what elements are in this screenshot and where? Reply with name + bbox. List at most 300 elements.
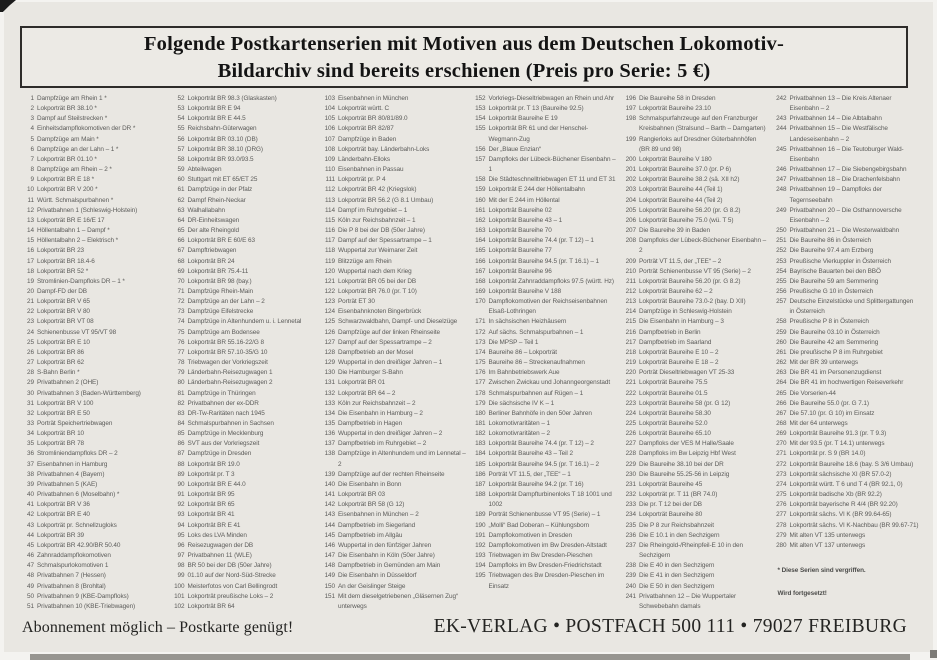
list-item-title: Dampf auf Steilstrecken *: [37, 115, 108, 123]
list-item-number: 238: [625, 562, 636, 570]
list-item-number: 103: [324, 95, 335, 102]
list-item-number: 154: [475, 115, 486, 123]
list-item: [173, 328, 324, 338]
list-item-title: Privatbahnen 9 (KBE-Dampfloks): [37, 592, 129, 600]
list-item: [624, 216, 775, 226]
list-item-number: 173: [475, 338, 486, 346]
list-item: [323, 399, 474, 409]
list-item: [775, 378, 926, 388]
list-item-title: Lokporträt Baureihe 43 – 1: [488, 216, 563, 224]
list-item-title: Privatbahnen 18 – Die Drachenfelsbahn: [789, 176, 900, 184]
list-item-number: 237: [625, 541, 636, 549]
list-item-title: Lokporträt Baureihe 74.4 (pr. T 12) – 2: [488, 440, 594, 448]
list-item-title: Die Rheingold-/Rheinpfeil-E 10 in den Sechzigern: [639, 541, 743, 560]
list-item-title: Lokporträt BR 38.10 (DRG): [187, 145, 263, 153]
list-item: [474, 338, 625, 348]
list-item-title: Mit der 64 unterwegs: [789, 420, 848, 427]
list-item-title: Abteilwagen: [187, 166, 222, 174]
list-item-number: 234: [625, 511, 636, 519]
list-item-title: Die Baureihe 86 in Österreich: [789, 237, 872, 245]
list-item-number: 225: [625, 420, 636, 427]
list-item: [22, 500, 173, 510]
list-item-title: 01.10 auf der Nord-Süd-Strecke: [187, 572, 276, 580]
list-item-number: 98: [177, 562, 185, 570]
list-item-number: 264: [776, 379, 787, 387]
list-item-number: 181: [475, 420, 486, 427]
list-item-title: Lokporträt Baureihe 80: [639, 511, 703, 519]
list-item-number: 39: [27, 480, 34, 488]
list-item-number: 81: [177, 389, 185, 397]
list-item-number: 270: [776, 440, 787, 448]
list-item-title: Lokporträt BR 82/87: [338, 125, 394, 133]
list-item: [173, 399, 324, 409]
list-item-title: Dampfbetrieb in Gemünden am Main: [338, 562, 441, 570]
list-item-title: Lokporträt BR 57.10-35/G 10: [187, 348, 268, 356]
list-item-title: Lokporträt Baureihe 96: [488, 267, 552, 275]
list-item: [474, 226, 625, 236]
list-item: [323, 114, 474, 124]
list-item: [474, 236, 625, 246]
list-item-number: 77: [177, 348, 185, 356]
list-item: [323, 348, 474, 358]
list-item: [624, 439, 775, 449]
list-item-title: Lokporträt BR E 60/E 63: [187, 237, 255, 245]
list-item-title: Eisenbahnen in Passau: [338, 166, 404, 174]
list-item: [22, 114, 173, 124]
list-item: [173, 114, 324, 124]
list-item-title: Lokporträt BR V 80: [37, 308, 90, 316]
list-item-title: Porträt VT 11.5, der „TEE“ – 2: [639, 257, 722, 265]
list-item: [474, 541, 625, 551]
list-item-title: Lokporträt BR 98 (bay.): [187, 277, 252, 285]
list-item-number: 201: [625, 166, 636, 174]
list-item: [173, 277, 324, 287]
list-item: [173, 500, 324, 510]
list-item: [173, 541, 324, 551]
list-item: [775, 287, 926, 297]
list-item-title: Preußische Vierkuppler in Österreich: [789, 257, 891, 265]
list-item-number: 143: [324, 511, 335, 519]
list-item-title: Lokporträt pr. T 13 (Baureihe 92.5): [488, 105, 584, 113]
list-item: [775, 541, 926, 551]
list-item-number: 112: [325, 186, 335, 194]
list-item: [474, 510, 625, 520]
list-item-title: Die preußische P 8 im Ruhrgebiet: [789, 348, 883, 356]
list-item-title: Lokporträt Baureihe 23.10: [639, 105, 711, 113]
list-item: [474, 551, 625, 561]
list-item: [173, 317, 324, 327]
list-item-title: Dampfbetrieb im Allgäu: [338, 531, 403, 539]
list-item: [323, 449, 474, 469]
list-item-number: 102: [174, 602, 185, 610]
list-item-number: 196: [625, 95, 636, 102]
list-item-title: Die 57.10 (pr. G 10) im Einsatz: [789, 409, 875, 417]
list-item: [624, 592, 775, 612]
list-item-number: 162: [475, 216, 486, 224]
list-item-number: 45: [27, 541, 34, 549]
list-item-number: 85: [177, 430, 185, 438]
list-item: [775, 358, 926, 368]
list-item-title: Lokporträt BR 18.4-6: [37, 257, 95, 265]
list-item: [22, 541, 173, 551]
list-item: [775, 348, 926, 358]
list-item-title: Privatbahnen der ex-DDR: [187, 399, 259, 407]
list-item-title: Triebwagen des Bw Dresden-Pieschen im Einsatz: [488, 572, 605, 590]
list-item: [775, 297, 926, 317]
list-item-title: Lokporträt Baureihe 58 (pr. G 12): [639, 399, 731, 407]
list-item-title: Dampf Rhein-Neckar: [187, 196, 246, 204]
list-item-title: Lokporträt Baureihe 58.30: [639, 409, 711, 417]
list-item-title: Lokporträt BR E 10: [37, 338, 90, 346]
list-item: [173, 236, 324, 246]
list-item-number: 55: [177, 125, 185, 133]
list-item: [624, 409, 775, 419]
list-item-number: 273: [776, 470, 787, 478]
list-item-title: Dampfzüge am Rhein – 2 *: [37, 166, 112, 174]
list-item-number: 104: [324, 105, 335, 113]
list-item-number: 214: [625, 308, 636, 316]
list-item-title: Mit der E 244 im Höllental: [488, 196, 560, 204]
list-item-number: 148: [324, 562, 335, 570]
list-item-title: Privatbahnen 14 – Die Albtalbahn: [789, 115, 882, 123]
list-item-title: Dampfzüge auf der linken Rheinseite: [338, 328, 440, 336]
list-item-title: Blitzzüge am Rhein: [338, 257, 392, 265]
list-item: [22, 460, 173, 470]
list-item-title: Eisenbahnen in Hamburg: [37, 460, 108, 468]
list-item-number: 111: [325, 176, 335, 184]
list-item-title: Lokporträt preußische Loks – 2: [187, 592, 274, 600]
list-item-title: Die Vorserien-44: [789, 389, 836, 397]
list-item: [173, 338, 324, 348]
list-item-title: Dampflokomotiven in Dresden: [488, 531, 572, 539]
list-item: [22, 124, 173, 134]
list-item-number: 41: [27, 501, 34, 509]
list-item-title: Stuttgart mit ET 65/ET 25: [187, 176, 258, 184]
list-item-number: 200: [625, 155, 636, 163]
list-item: [22, 287, 173, 297]
list-item-title: Lokporträt BR 98.3 (Glaskasten): [187, 95, 277, 102]
list-item-number: 161: [475, 206, 486, 214]
list-item-number: 133: [324, 399, 335, 407]
list-item-title: Lokporträt Baureihe 01.5: [639, 389, 708, 397]
list-item-title: Die Hamburger S-Bahn: [338, 369, 403, 377]
list-item-number: 71: [177, 287, 185, 295]
list-column: [474, 94, 625, 620]
list-item-number: 68: [177, 257, 185, 265]
list-item-number: 125: [324, 318, 335, 326]
list-item-number: 147: [324, 552, 335, 560]
list-item-number: 255: [776, 277, 787, 285]
list-item-title: Dampfbetrieb im Ruhrgebiet – 2: [338, 440, 427, 448]
list-item: [624, 531, 775, 541]
list-item-title: Württ. Schmalspurbahnen *: [37, 196, 114, 204]
list-item-title: Dampfbetrieb an der Mosel: [338, 348, 414, 356]
list-item-number: 247: [776, 176, 787, 184]
list-item-number: 28: [27, 369, 34, 377]
list-item: [323, 155, 474, 165]
list-item-number: 261: [776, 348, 787, 356]
list-item-number: 232: [625, 491, 636, 499]
list-item-title: Lokporträt BR 05 bei der DB: [338, 277, 417, 285]
list-item-number: 257: [776, 298, 787, 306]
list-item-number: 15: [27, 237, 34, 245]
list-item-title: Dampfzüge in Altenhundem und im Lennetal – 2: [338, 450, 466, 468]
list-item-title: Mit der 93.5 (pr. T 14.1) unterwegs: [789, 440, 885, 448]
list-item: [323, 338, 474, 348]
list-item-number: 243: [776, 115, 787, 123]
list-item-title: Lokporträt BR 55.16-22/G 8: [187, 338, 264, 346]
list-item: [173, 409, 324, 419]
list-item-number: 184: [475, 450, 486, 458]
list-item-number: 91: [177, 491, 185, 499]
list-item: [775, 175, 926, 185]
list-item-number: 97: [177, 552, 185, 560]
list-item-number: 182: [475, 430, 486, 438]
list-item: [173, 155, 324, 165]
list-item: [22, 551, 173, 561]
list-item-number: 195: [475, 572, 486, 580]
list-item-number: 84: [177, 420, 185, 427]
list-item-number: 57: [177, 145, 185, 153]
list-item-title: Lokporträt BR VT 08: [37, 318, 94, 326]
list-item-number: 83: [177, 409, 185, 417]
list-item-title: Lokomotivraritäten – 2: [488, 430, 550, 438]
list-item: [775, 409, 926, 419]
list-item-title: Wuppertal in den fünfziger Jahren: [338, 541, 432, 549]
list-item: [323, 307, 474, 317]
list-item-title: Länderbahn-Elloks: [338, 155, 390, 163]
list-item: [474, 348, 625, 358]
list-item: [323, 246, 474, 256]
list-item: [173, 571, 324, 581]
list-item: [624, 175, 775, 185]
list-item: [775, 399, 926, 409]
list-item: [323, 216, 474, 226]
list-item-title: Privatbahnen 21 – Die Westerwaldbahn: [789, 227, 900, 235]
list-item: [173, 368, 324, 378]
list-item: [624, 185, 775, 195]
list-item-number: 260: [776, 338, 787, 346]
list-item: [775, 510, 926, 520]
list-item-number: 140: [324, 480, 335, 488]
list-item-title: Lokporträt BR 80/81/89.0: [338, 115, 408, 123]
list-item-number: 129: [324, 359, 335, 367]
list-item: [624, 358, 775, 368]
list-item-number: 106: [324, 125, 335, 133]
list-item: [775, 490, 926, 500]
list-item: [173, 175, 324, 185]
list-item-title: Lokporträt BR 61 und der Henschel-Wegmann-Zug: [488, 125, 589, 143]
list-item-number: 198: [625, 115, 636, 123]
list-item-title: Lokporträt Baureihe 44 (Teil 1): [639, 186, 723, 194]
list-item-title: Lokporträt BR E 50: [37, 409, 90, 417]
list-item: [173, 165, 324, 175]
footnote: Wird fortgesetzt!: [777, 590, 827, 598]
list-item-title: Der „Blaue Enzian“: [488, 145, 542, 153]
list-item: [474, 124, 625, 144]
list-item-number: 171: [475, 318, 486, 326]
list-item-number: 240: [625, 582, 636, 590]
list-item-number: 233: [625, 501, 636, 509]
list-item: [323, 196, 474, 206]
list-item-number: 53: [177, 105, 185, 113]
list-item: [624, 226, 775, 236]
list-item-number: 266: [776, 399, 787, 407]
list-item-number: 72: [177, 298, 185, 306]
list-item-title: Lokporträt Baureihe E 10 – 2: [639, 348, 719, 356]
footer: [22, 616, 907, 638]
list-item-title: Mit dem dieselgetriebenen „Gläsernen Zug“ unterwegs: [338, 592, 458, 610]
list-item: [323, 480, 474, 490]
list-item: [22, 338, 173, 348]
list-item-number: 29: [27, 379, 34, 387]
list-item: [323, 500, 474, 510]
list-item-title: Lokporträt Baureihe 94.5 (pr. T 16.1) – 2: [488, 460, 600, 468]
list-item-number: 269: [776, 430, 787, 438]
list-item-title: Die Baureihe 97.4 am Erzberg: [789, 247, 874, 255]
list-item-number: 178: [475, 389, 486, 397]
list-item: [173, 358, 324, 368]
list-item-title: Lokporträt sächs. VI K (BR 99.64-65): [789, 511, 892, 519]
list-item: [775, 368, 926, 378]
list-item-number: 241: [625, 592, 636, 600]
list-item: [173, 124, 324, 134]
list-item: [323, 470, 474, 480]
list-item: [323, 582, 474, 592]
list-item-number: 27: [27, 359, 34, 367]
list-column: [624, 94, 775, 620]
list-item-title: Schmalspurfahrzeuge auf den Franzburger Kreisbahnen (Stralsund – Barth – Damgarten): [639, 115, 766, 133]
list-item: [775, 521, 926, 531]
list-item-number: 7: [30, 155, 34, 163]
list-item-number: 194: [475, 562, 486, 570]
list-item: [775, 165, 926, 175]
list-item-title: Lokporträt BR 03.10 (DB): [187, 135, 258, 143]
list-item-number: 3: [30, 115, 34, 123]
list-item-number: 32: [27, 409, 34, 417]
list-item: [173, 592, 324, 602]
list-item-title: Wuppertal nach dem Krieg: [338, 267, 412, 275]
list-item-number: 122: [324, 287, 335, 295]
list-item: [775, 389, 926, 399]
list-item-title: Dampfbetrieb im Siegerland: [338, 521, 416, 529]
list-item-title: Lokporträt Baureihe V 188: [488, 287, 562, 295]
list-item-title: Lokporträt BR 56.2 (G 8.1 Umbau): [338, 196, 434, 204]
list-item-title: Lokporträt BR 03: [338, 491, 386, 499]
list-item-number: 152: [475, 95, 486, 102]
list-item-title: Mit alten VT 137 unterwegs: [789, 541, 866, 549]
list-item-title: Privatbahnen 17 – Die Siebengebirgsbahn: [789, 166, 907, 174]
list-item: [624, 348, 775, 358]
list-item: [22, 216, 173, 226]
list-item-title: Stromlinien-Dampfloks DR – 1 *: [37, 277, 125, 285]
list-item: [624, 460, 775, 470]
list-item-title: Die Städteschnelltriebwagen ET 11 und ET 31: [488, 176, 616, 184]
list-item-number: 137: [324, 440, 335, 448]
list-item-number: 95: [177, 531, 185, 539]
list-item-number: 49: [27, 582, 34, 590]
list-item-number: 114: [325, 206, 335, 214]
list-item-title: Dampfzüge in Schleswig-Holstein: [639, 308, 732, 316]
list-item-number: 70: [177, 277, 185, 285]
list-item: [323, 257, 474, 267]
list-item-number: 245: [776, 145, 787, 153]
list-item-number: 65: [177, 227, 185, 235]
list-item-title: Lokporträt BR E 16/E 17: [37, 216, 105, 224]
list-item-title: Die Eisenbahn in Düsseldorf: [338, 572, 417, 580]
list-item-title: Preußische G 10 in Österreich: [789, 287, 874, 295]
list-item: [173, 94, 324, 104]
list-item-number: 30: [27, 389, 34, 397]
list-item-number: 265: [776, 389, 787, 397]
list-item-number: 236: [625, 531, 636, 539]
list-item-title: Dampfzüge an der Lahn – 2: [187, 298, 265, 306]
list-item: [22, 307, 173, 317]
list-item-title: Privatbahnen 16 – Die Teutoburger Wald-Eisenbahn: [789, 145, 904, 163]
list-item-title: Bayrische Bauarten bei den BBÖ: [789, 267, 881, 275]
list-item: [173, 104, 324, 114]
list-item-number: 167: [475, 267, 486, 275]
list-item: [22, 155, 173, 165]
list-item: [323, 124, 474, 134]
list-item-title: Lokporträt BR 42 (Kriegslok): [338, 186, 417, 194]
list-item-title: Lokporträt BR V 36: [37, 501, 90, 509]
list-item: [624, 470, 775, 480]
list-item-number: 136: [324, 430, 335, 438]
list-item-title: Lokporträt Baureihe E 18 – 2: [639, 359, 719, 367]
list-item-number: 31: [27, 399, 34, 407]
list-item: [775, 429, 926, 439]
list-item-title: Lokporträt BR 42.90/BR 50.40: [37, 541, 121, 549]
list-item-title: Lokporträt BR 86: [37, 348, 85, 356]
list-item: [323, 175, 474, 185]
list-item-number: 113: [325, 196, 335, 204]
list-item-number: 276: [776, 501, 787, 509]
list-item-title: Deutsche Einzelstücke und Splittergattungen in Österreich: [789, 298, 914, 316]
list-item-number: 208: [625, 237, 636, 245]
list-item-title: Auf sächs. Schmalspurbahnen – 1: [488, 328, 584, 336]
list-item-title: Zahnraddampflokomotiven: [37, 552, 111, 560]
list-item: [775, 124, 926, 144]
list-item-title: Dampf im Ruhrgebiet – 1: [338, 206, 408, 214]
list-item: [775, 226, 926, 236]
list-item-title: Lokporträt BR 19.0: [187, 460, 240, 468]
list-item: [173, 449, 324, 459]
list-item-title: Dampfzüge in Baden: [338, 135, 397, 143]
list-item-number: 61: [177, 186, 185, 194]
list-item-title: Die E 41 in den Sechzigern: [639, 572, 715, 580]
list-item: [173, 561, 324, 571]
list-item-number: 82: [177, 399, 185, 407]
list-item: [22, 135, 173, 145]
list-item: [474, 460, 625, 470]
list-item: [22, 317, 173, 327]
list-item-number: 23: [27, 318, 34, 326]
list-item-title: Lokporträt BR 23: [37, 247, 85, 255]
list-item-title: Porträt Schienenbusse VT 95 (Serie) – 1: [488, 511, 601, 519]
list-item: [474, 297, 625, 317]
list-item: [775, 470, 926, 480]
list-item: [22, 368, 173, 378]
list-item-number: 73: [177, 308, 185, 316]
list-item-title: Porträt VT 11.5, der „TEE“ – 1: [488, 470, 571, 478]
list-item: [474, 104, 625, 114]
list-item-title: Lokporträt BR 39: [37, 531, 85, 539]
list-item: [474, 358, 625, 368]
list-item-number: 130: [324, 369, 335, 377]
list-item: [624, 389, 775, 399]
list-item-number: 219: [625, 359, 636, 367]
